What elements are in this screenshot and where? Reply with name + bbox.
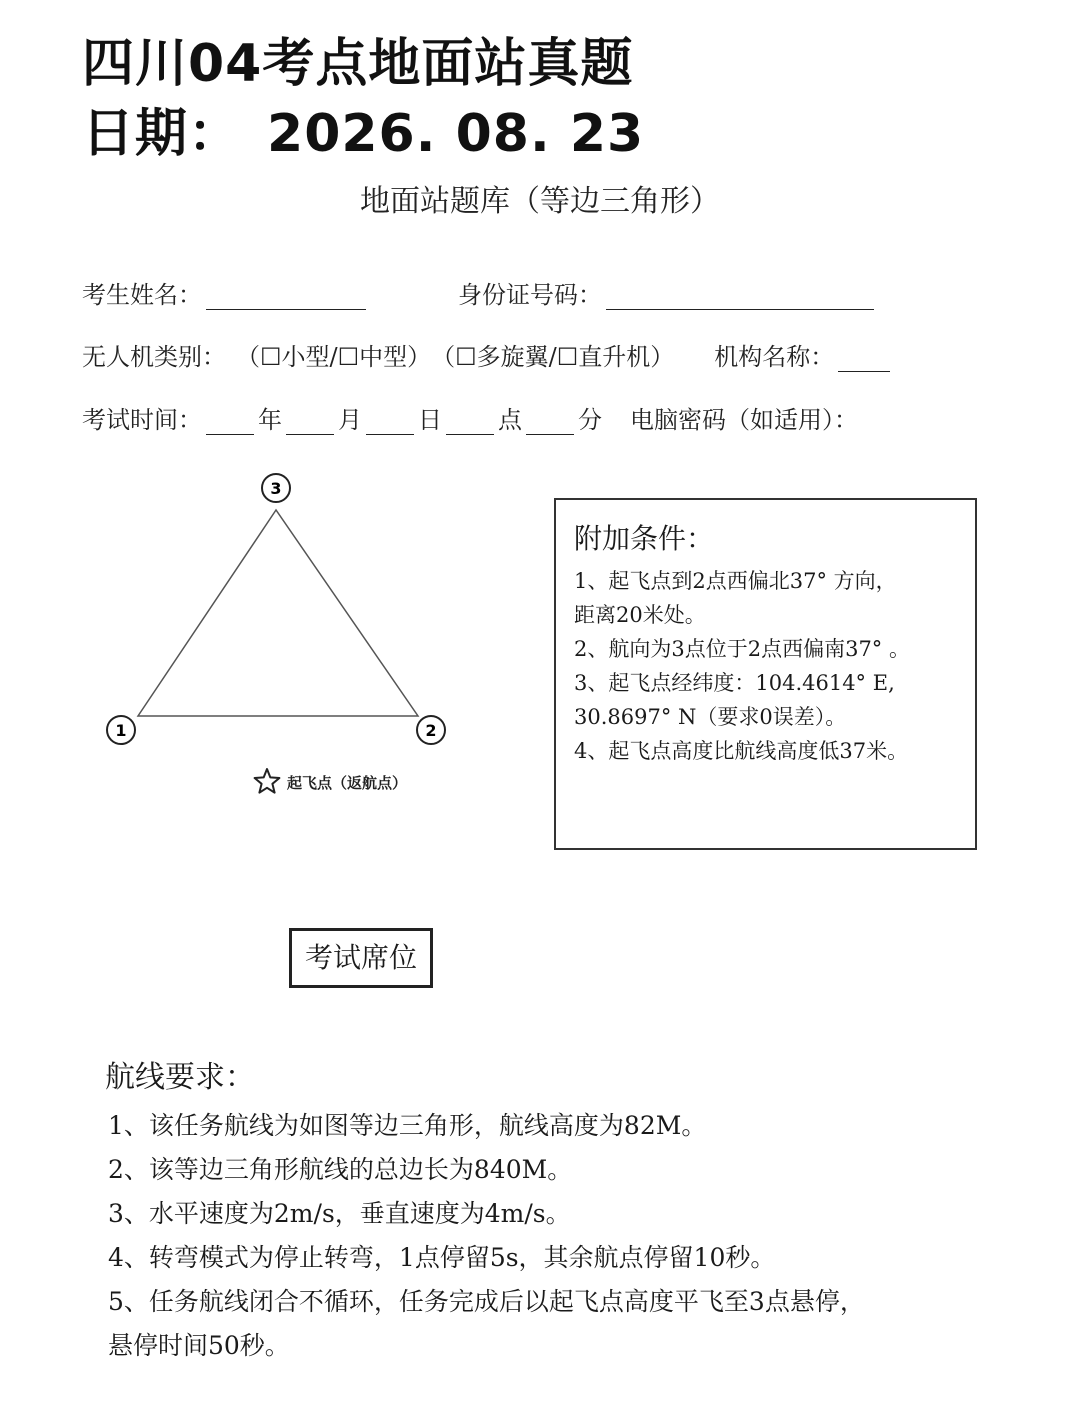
- page-title: 四川04考点地面站真题: [82, 34, 634, 94]
- exam-seat-box: 考试席位: [289, 928, 433, 988]
- org-label: 机构名称：: [714, 343, 835, 371]
- requirement-line: 5、任务航线闭合不循环，任务完成后以起飞点高度平飞至3点悬停，: [108, 1287, 865, 1316]
- org-name-field[interactable]: [838, 349, 890, 372]
- requirements-title: 航线要求：: [105, 1060, 255, 1095]
- month-label: 月: [338, 406, 362, 434]
- date-label: 日期：: [82, 104, 242, 164]
- svg-text:1: 1: [115, 721, 127, 740]
- name-field[interactable]: [206, 287, 366, 310]
- form-row-name: [82, 280, 878, 310]
- minute-label: 分: [578, 406, 602, 434]
- waypoint-2: [417, 716, 445, 744]
- hour-field[interactable]: [446, 412, 494, 435]
- condition-line: 1、起飞点到2点西偏北37° 方向，: [574, 569, 897, 593]
- condition-line: 3、起飞点经纬度：104.4614° E,: [574, 671, 895, 695]
- id-number-field[interactable]: [606, 287, 874, 310]
- pc-password-label: 电脑密码（如适用）：: [630, 406, 858, 434]
- month-field[interactable]: [286, 412, 334, 435]
- svg-text:3: 3: [270, 479, 282, 498]
- waypoint-1: [107, 716, 135, 744]
- uav-label: 无人机类别：: [82, 343, 226, 371]
- day-field[interactable]: [366, 412, 414, 435]
- conditions-box: [554, 498, 977, 850]
- id-label: 身份证号码：: [458, 281, 602, 309]
- condition-line: 4、起飞点高度比航线高度低37米。: [574, 739, 909, 763]
- uav-size-options[interactable]: （☐小型/☐中型）: [236, 343, 432, 371]
- year-field[interactable]: [206, 412, 254, 435]
- uav-type-options[interactable]: （☐多旋翼/☐直升机）: [431, 343, 675, 371]
- star-icon: [255, 769, 280, 793]
- condition-line: 2、航向为3点位于2点西偏南37° 。: [574, 637, 910, 661]
- triangle-route: [138, 510, 418, 716]
- waypoint-3: [262, 474, 290, 502]
- requirement-line: 2、该等边三角形航线的总边长为840M。: [108, 1155, 573, 1184]
- svg-text:2: 2: [425, 721, 437, 740]
- day-label: 日: [418, 406, 442, 434]
- year-label: 年: [258, 406, 282, 434]
- conditions-title: 附加条件：: [574, 522, 715, 555]
- condition-line: 距离20米处。: [574, 603, 706, 627]
- hour-label: 点: [498, 406, 522, 434]
- name-label: 考生姓名：: [82, 281, 202, 309]
- route-diagram: [90, 465, 470, 805]
- document-subtitle: 地面站题库（等边三角形）: [360, 184, 720, 219]
- requirement-line: 4、转弯模式为停止转弯，1点停留5s，其余航点停留10秒。: [108, 1243, 776, 1272]
- takeoff-label: 起飞点（返航点）: [287, 774, 408, 792]
- condition-line: 30.8697° N（要求0误差）。: [574, 705, 847, 729]
- requirement-line: 1、该任务航线为如图等边三角形，航线高度为82M。: [108, 1111, 707, 1140]
- form-row-uav: [82, 342, 894, 372]
- exam-date: [82, 104, 644, 164]
- date-value: 2026. 08. 23: [267, 104, 645, 164]
- minute-field[interactable]: [526, 412, 574, 435]
- requirement-line: 3、水平速度为2m/s，垂直速度为4m/s。: [108, 1199, 571, 1228]
- requirement-line: 悬停时间50秒。: [108, 1331, 290, 1360]
- requirements-section: [105, 1060, 865, 1368]
- time-label: 考试时间：: [82, 406, 202, 434]
- form-row-time: [82, 405, 858, 435]
